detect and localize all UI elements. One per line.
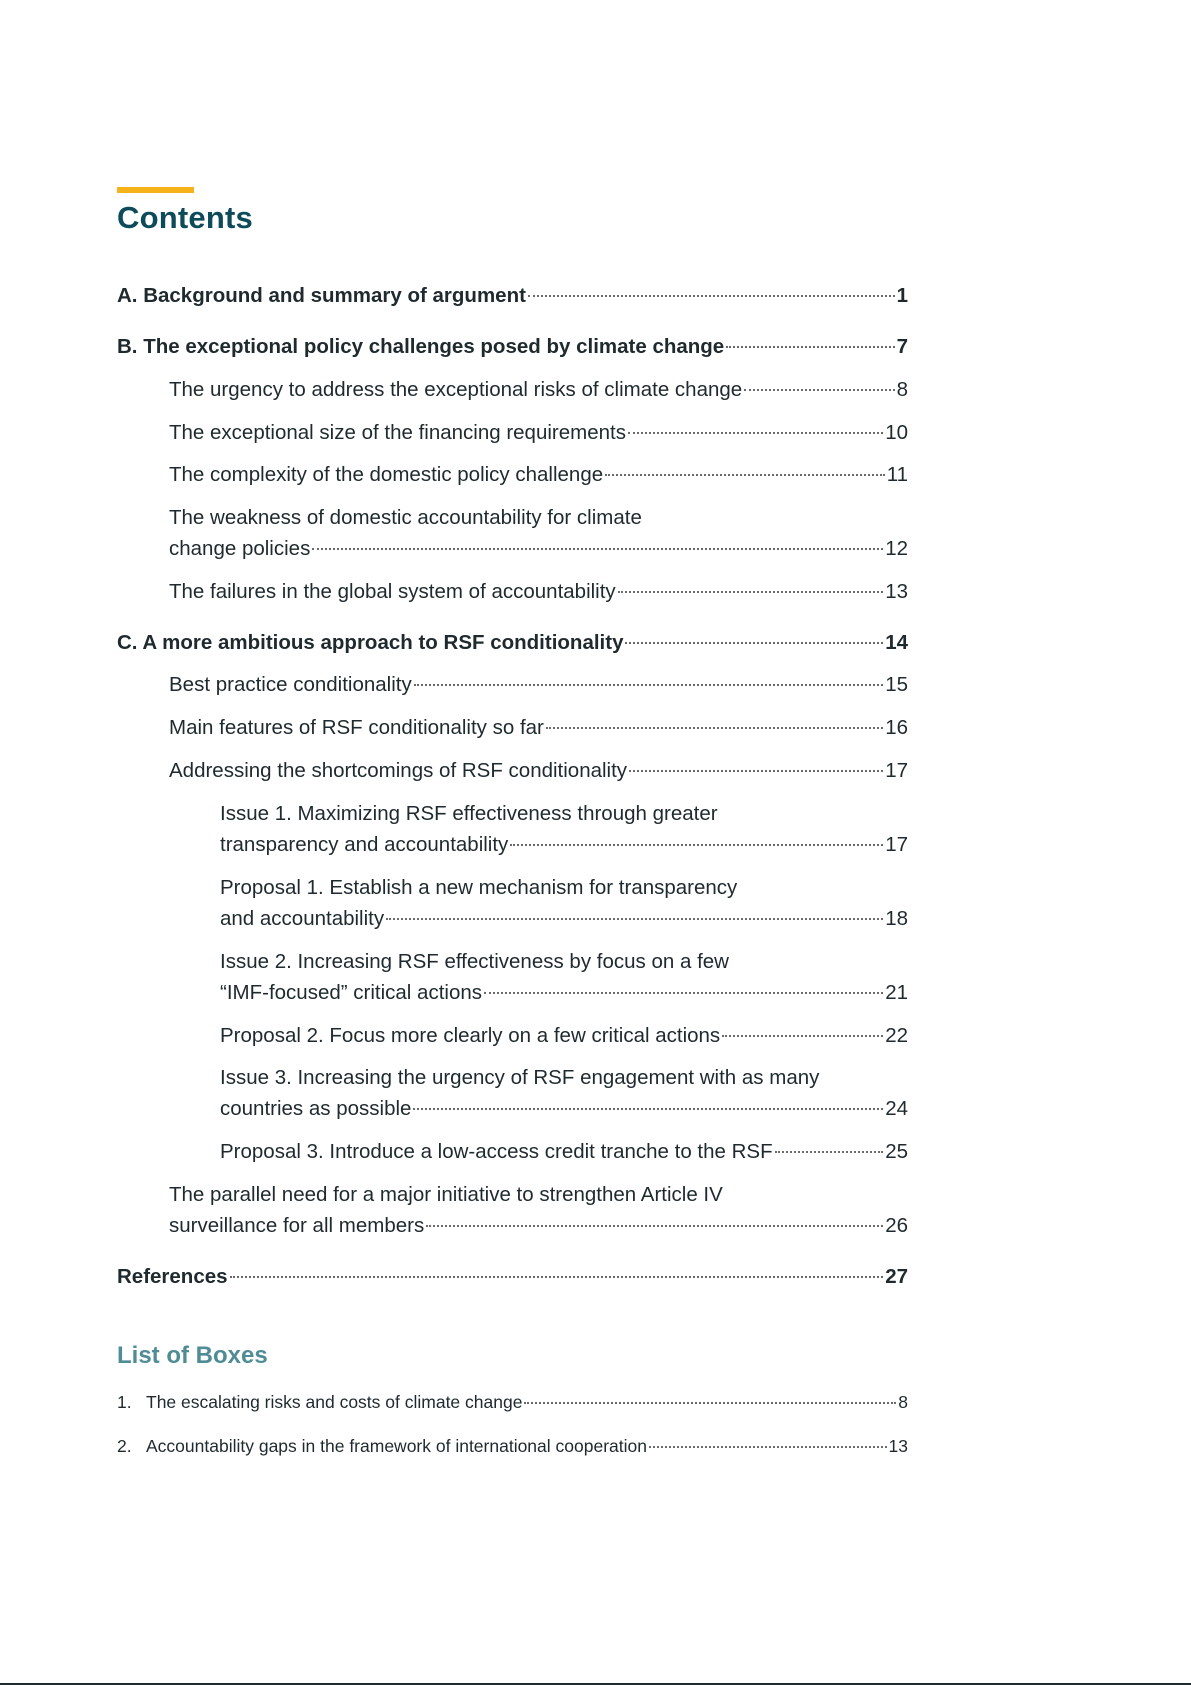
toc-entry-complexity[interactable] (169, 459, 908, 490)
toc-entry-title: The complexity of the domestic policy challenge (169, 463, 604, 486)
toc-entry-weakness-line1[interactable]: The weakness of domestic accountability for climate (169, 506, 642, 529)
toc-entry-title: Addressing the shortcomings of RSF conditionality (169, 759, 628, 782)
toc-entry-page: 11 (886, 463, 908, 486)
toc-entry-proposal-3[interactable] (220, 1136, 908, 1167)
toc-entry-proposal-1[interactable] (220, 903, 908, 934)
dot-leader (649, 1446, 887, 1448)
heading-accent-bar (117, 187, 194, 193)
dot-leader (230, 1276, 884, 1278)
toc-entry-page: 24 (885, 1097, 908, 1120)
dot-leader (726, 346, 894, 348)
box-title: The escalating risks and costs of climate change (146, 1392, 523, 1412)
toc-entry-page: 13 (885, 580, 908, 603)
toc-entry-title: The urgency to address the exceptional risks of climate change (169, 378, 743, 401)
toc-entry-page: 7 (896, 335, 908, 358)
toc-entry-issue-1-line1[interactable]: Issue 1. Maximizing RSF effectiveness through greater (220, 802, 718, 825)
box-page: 8 (898, 1392, 908, 1412)
toc-entry-title: B. The exceptional policy challenges posed by climate change (117, 335, 725, 358)
toc-entry-page: 27 (885, 1265, 908, 1288)
dot-leader (484, 992, 883, 994)
toc-entry-page: 12 (885, 537, 908, 560)
toc-entry-proposal-2[interactable] (220, 1020, 908, 1051)
list-of-boxes-title: List of Boxes (117, 1342, 268, 1369)
dot-leader (629, 770, 883, 772)
toc-entry-section-a[interactable] (117, 280, 908, 311)
toc-entry-title: Main features of RSF conditionality so far (169, 716, 544, 739)
dot-leader (386, 918, 883, 920)
toc-entry-title: change policies (169, 537, 311, 560)
toc-entry-title: Proposal 2. Focus more clearly on a few critical actions (220, 1024, 721, 1047)
toc-entry-weakness[interactable] (169, 533, 908, 564)
toc-entry-financing[interactable] (169, 417, 908, 448)
dot-leader (413, 1108, 883, 1110)
dot-leader (510, 844, 883, 846)
dot-leader (775, 1151, 884, 1153)
toc-entry-title: Best practice conditionality (169, 673, 412, 696)
toc-entry-title: The exceptional size of the financing requirements (169, 421, 626, 444)
toc-entry-page: 17 (885, 833, 908, 856)
toc-entry-page: 15 (885, 673, 908, 696)
toc-entry-best-practice[interactable] (169, 669, 908, 700)
dot-leader (628, 432, 883, 434)
dot-leader (426, 1225, 883, 1227)
box-entry-1[interactable] (117, 1389, 908, 1415)
toc-entry-parallel-need[interactable] (169, 1210, 908, 1241)
toc-entry-section-c[interactable] (117, 627, 908, 658)
toc-entry-issue-2[interactable] (220, 977, 908, 1008)
toc-entry-title: The failures in the global system of accountability (169, 580, 616, 603)
toc-entry-page: 14 (885, 631, 908, 654)
page-title: Contents (117, 200, 253, 235)
toc-entry-page: 18 (885, 907, 908, 930)
dot-leader (546, 727, 883, 729)
toc-entry-title: and accountability (220, 907, 385, 930)
toc-entry-main-features[interactable] (169, 712, 908, 743)
dot-leader (605, 474, 885, 476)
toc-entry-title: A. Background and summary of argument (117, 284, 526, 307)
toc-entry-failures[interactable] (169, 576, 908, 607)
toc-entry-title: transparency and accountability (220, 833, 509, 856)
toc-entry-references[interactable] (117, 1261, 908, 1292)
toc-entry-title: surveillance for all members (169, 1214, 425, 1237)
toc-entry-page: 8 (896, 378, 908, 401)
box-number: 1. (117, 1392, 132, 1412)
toc-entry-title: countries as possible (220, 1097, 412, 1120)
dot-leader (414, 684, 883, 686)
toc-entry-shortcomings[interactable] (169, 755, 908, 786)
toc-entry-page: 1 (896, 284, 908, 307)
toc-entry-page: 21 (885, 981, 908, 1004)
toc-entry-section-b[interactable] (117, 331, 908, 362)
dot-leader (528, 295, 895, 297)
toc-entry-page: 10 (885, 421, 908, 444)
toc-entry-page: 25 (885, 1140, 908, 1163)
toc-entry-title: Proposal 3. Introduce a low-access credit tranche to the RSF (220, 1140, 773, 1163)
dot-leader (618, 591, 884, 593)
dot-leader (625, 642, 883, 644)
box-number: 2. (117, 1436, 132, 1456)
toc-entry-issue-2-line1[interactable]: Issue 2. Increasing RSF effectiveness by focus on a few (220, 950, 729, 973)
toc-entry-proposal-1-line1[interactable]: Proposal 1. Establish a new mechanism for transparency (220, 876, 738, 899)
toc-entry-title: C. A more ambitious approach to RSF conditionality (117, 631, 624, 654)
toc-entry-page: 22 (885, 1024, 908, 1047)
dot-leader (524, 1402, 896, 1404)
dot-leader (744, 389, 894, 391)
toc-entry-issue-3-line1[interactable]: Issue 3. Increasing the urgency of RSF engagement with as many (220, 1066, 820, 1089)
toc-entry-issue-3[interactable] (220, 1093, 908, 1124)
toc-entry-page: 17 (885, 759, 908, 782)
toc-entry-page: 26 (885, 1214, 908, 1237)
box-title: Accountability gaps in the framework of international cooperation (146, 1436, 647, 1456)
toc-entry-parallel-need-line1[interactable]: The parallel need for a major initiative to strengthen Article IV (169, 1183, 723, 1206)
toc-entry-urgency[interactable] (169, 374, 908, 405)
toc-entry-page: 16 (885, 716, 908, 739)
dot-leader (312, 548, 883, 550)
dot-leader (722, 1035, 883, 1037)
box-page: 13 (888, 1436, 908, 1456)
toc-entry-title: “IMF-focused” critical actions (220, 981, 483, 1004)
toc-entry-title: References (117, 1265, 228, 1288)
box-entry-2[interactable] (117, 1433, 908, 1459)
toc-entry-issue-1[interactable] (220, 829, 908, 860)
